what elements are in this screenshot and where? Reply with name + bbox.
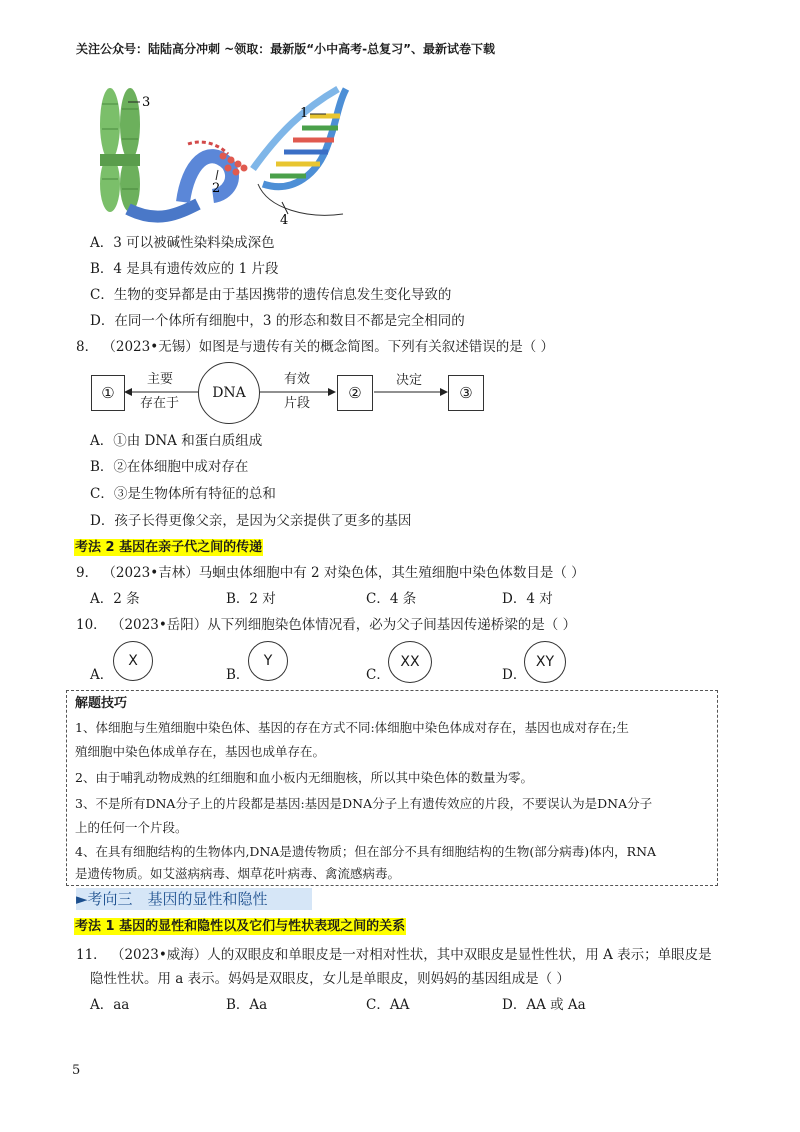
chromosome-image [100,88,140,212]
q10-option-c-letter: C． [366,667,390,683]
arrow3-top-label: 决定 [396,373,423,388]
q10-option-d-cell: XY [524,641,566,683]
q7-option-d: D．在同一个体所有细胞中，3 的形态和数目不都是完全相同的 [90,313,465,329]
arrow2-bottom-label: 片段 [284,396,311,411]
q11-option-b: B．Aa [226,997,268,1013]
q8-option-a: A．①由 DNA 和蛋白质组成 [90,433,263,449]
arrow1-bottom-label: 存在于 [140,396,180,411]
solving-tips-box [66,690,718,886]
diagram-box-1: ① [91,375,125,411]
tips-line-6: 4、在具有细胞结构的生物体内,DNA是遗传物质；但在部分不具有细胞结构的生物(部分病毒)体内，RNA [75,844,657,859]
tips-title: 解题技巧 [75,696,128,711]
q10-option-c-cell: XX [388,641,432,683]
q9-option-b: B．2 对 [226,591,276,607]
q11-option-d: D．AA 或 Aa [502,997,586,1013]
q8-option-b: B．②在体细胞中成对存在 [90,459,249,475]
q10-option-b-cell: Y [248,641,288,681]
arrow1-top-label: 主要 [147,372,174,387]
tips-line-4: 3、不是所有DNA分子上的片段都是基因:基因是DNA分子上有遗传效应的片段，不要误认为是DNA分子 [75,796,653,811]
chromosome-dna-figure [88,84,358,234]
q10-stem: 10． （2023•岳阳）从下列细胞染色体情况看，必为父子间基因传递桥梁的是（ ） [76,617,577,633]
tips-line-7: 是遗传物质。如艾滋病病毒、烟草花叶病毒、禽流感病毒。 [75,866,401,881]
diagram-dna-circle: DNA [198,362,260,424]
tips-line-5: 上的任何一个片段。 [75,820,188,835]
figure-label-2: 2 [212,181,221,196]
page-header: 关注公众号：陆陆高分冲刺 ~领取：最新版“小中高考-总复习”、最新试卷下载 [76,42,495,56]
figure-label-3: 3 [142,95,151,110]
kaodian-1-heading [74,917,406,936]
tips-line-2: 殖细胞中染色体成单存在，基因也成单存在。 [75,744,326,759]
tips-line-3: 2、由于哺乳动物成熟的红细胞和血小板内无细胞核，所以其中染色体的数量为零。 [75,770,533,785]
q9-option-c: C．4 条 [366,591,417,607]
q11-stem-line-2: 隐性性状。用 a 表示。妈妈是双眼皮，女儿是单眼皮，则妈妈的基因组成是（ ） [90,971,570,987]
q8-stem: 8． （2023•无锡）如图是与遗传有关的概念简图。下列有关叙述错误的是（ ） [76,339,554,355]
kaodian-2-heading [74,538,263,557]
diagram-box-3: ③ [448,375,484,411]
q9-option-d: D．4 对 [502,591,553,607]
q11-option-c: C．AA [366,997,410,1013]
tips-line-1: 1、体细胞与生殖细胞中染色体、基因的存在方式不同:体细胞中染色体成对存在，基因也成对存在;生 [75,720,629,735]
arrow2-top-label: 有效 [284,372,311,387]
q7-option-b: B．4 是具有遗传效应的 1 片段 [90,261,279,277]
q11-option-a: A．aa [90,997,130,1013]
q9-stem: 9． （2023•吉林）马蛔虫体细胞中有 2 对染色体，其生殖细胞中染色体数目是（ ） [76,565,585,581]
q7-option-a: A．3 可以被碱性染料染成深色 [90,235,275,251]
diagram-box-2: ② [337,375,373,411]
q8-option-d: D．孩子长得更像父亲，是因为父亲提供了更多的基因 [90,513,412,529]
section-heading: ►考向三 基因的显性和隐性 [76,888,312,910]
q10-option-d-letter: D． [502,667,527,683]
page-number: 5 [72,1063,81,1078]
kaodian-2-text: 考法 2 基因在亲子代之间的传递 [75,540,263,555]
kaodian-1-text: 考法 1 基因的显性和隐性以及它们与性状表现之间的关系 [75,919,406,934]
figure-label-1: 1 [300,106,309,121]
q11-stem-line-1: 11． （2023•威海）人的双眼皮和单眼皮是一对相对性状，其中双眼皮是显性性状，用 A 表示；单眼皮是 [76,947,712,963]
q10-option-a-cell: X [113,641,153,681]
q10-option-a-letter: A． [90,667,114,683]
q10-option-b-letter: B． [226,667,250,683]
figure-label-4: 4 [280,213,289,228]
q8-option-c: C．③是生物体所有特征的总和 [90,486,276,502]
q9-option-a: A．2 条 [90,591,140,607]
q7-option-c: C．生物的变异都是由于基因携带的遗传信息发生变化导致的 [90,287,452,303]
